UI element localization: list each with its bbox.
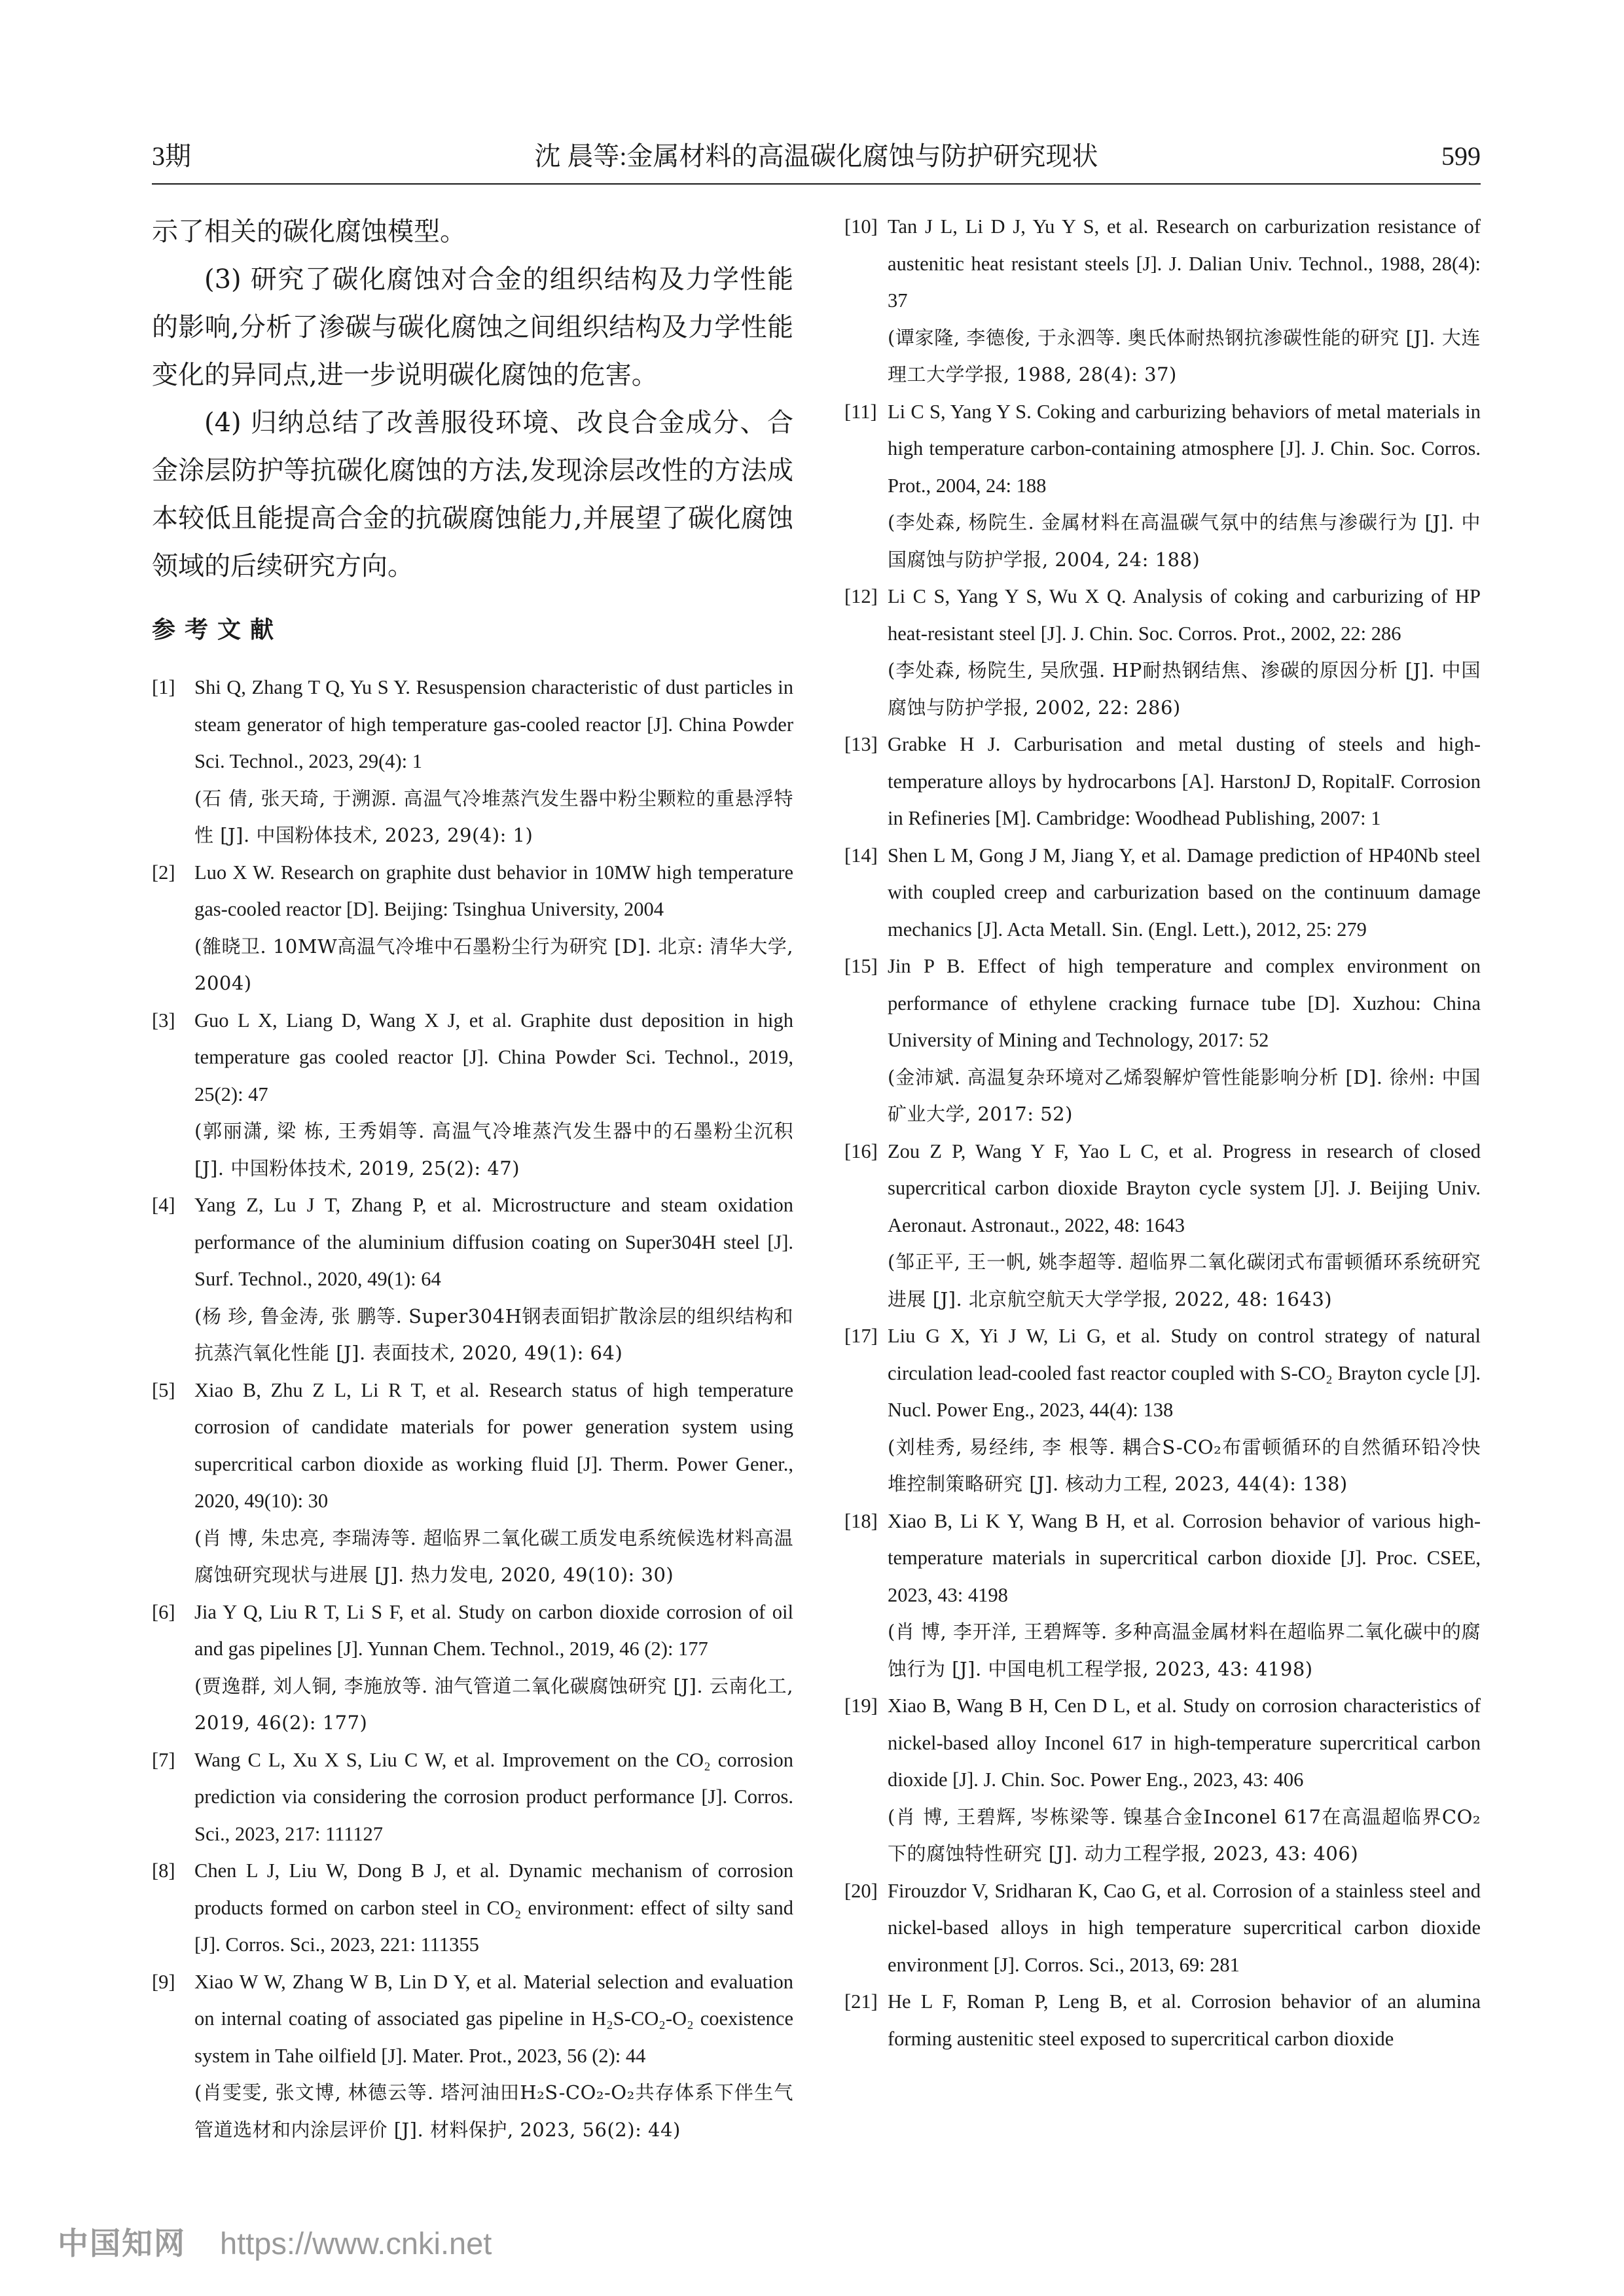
reference-number: [11] [844,400,877,423]
reference-text-en: He L F, Roman P, Leng B, et al. Corrosion behavior of an alumina forming austenitic steel exposed to supercritical carbon dioxide [888,1990,1481,2050]
reference-text-en: Xiao B, Zhu Z L, Li R T, et al. Research status of high temperature corrosion of candidate materials for power generation system using supercritical carbon dioxide as working fluid [J]. Therm. Power Gener., 2020, 49(10): 30 [194,1378,793,1512]
reference-number: [18] [844,1509,878,1532]
reference-text-cn: (肖 博, 朱忠亮, 李瑞涛等. 超临界二氧化碳工质发电系统候选材料高温腐蚀研究现状与进展 [J]. 热力发电, 2020, 49(10): 30) [194,1526,793,1586]
reference-number: [8] [152,1859,175,1882]
issue-number: 3期 [152,141,191,171]
reference-text-en: Xiao B, Li K Y, Wang B H, et al. Corrosion behavior of various high-temperature materials in supercritical carbon dioxide [J]. Proc. CSEE, 2023, 43: 4198 [888,1509,1481,1606]
reference-text-en: Liu G X, Yi J W, Li G, et al. Study on control strategy of natural circulation lead-cooled fast reactor coupled with S-CO₂ Brayton cycle [J]. Nucl. Power Eng., 2023, 44(4): 138 [888,1325,1481,1421]
reference-item [152,669,793,854]
reference-text-en: Jia Y Q, Liu R T, Li S F, et al. Study on carbon dioxide corrosion of oil and gas pipelines [J]. Yunnan Chem. Technol., 2019, 46 (2): 177 [194,1600,793,1660]
reference-item [844,948,1481,1133]
reference-item [844,393,1481,579]
reference-item [152,1002,793,1187]
reference-text-en: Xiao B, Wang B H, Cen D L, et al. Study on corrosion characteristics of nickel-based alloy Inconel 617 in high-temperature supercritical carbon dioxide [J]. J. Chin. Soc. Power Eng., 2023, 43: 406 [888,1695,1481,1791]
reference-text-cn: (谭家隆, 李德俊, 于永泗等. 奥氏体耐热钢抗渗碳性能的研究 [J]. 大连理工大学学报, 1988, 28(4): 37) [888,326,1481,386]
reference-number: [4] [152,1194,175,1216]
reference-item [844,1873,1481,1984]
reference-item [844,1687,1481,1873]
reference-item [152,1594,793,1742]
reference-item [844,1133,1481,1318]
reference-item [844,208,1481,393]
reference-text-cn: (肖 博, 王碧辉, 岑栋梁等. 镍基合金Inconel 617在高温超临界CO₂下的腐蚀特性研究 [J]. 动力工程学报, 2023, 43: 406) [888,1805,1481,1865]
reference-text-en: Xiao W W, Zhang W B, Lin D Y, et al. Material selection and evaluation on internal coating of associated gas pipeline in H₂S-CO₂-O₂ coexistence system in Tahe oilfield [J]. Mater. Prot., 2023, 56 (2): 44 [194,1970,793,2067]
reference-number: [16] [844,1139,878,1162]
reference-item [844,1983,1481,2057]
reference-text-cn: (雒晓卫. 10MW高温气冷堆中石墨粉尘行为研究 [D]. 北京: 清华大学, 2004) [194,935,793,994]
reference-text-en: Tan J L, Li D J, Yu Y S, et al. Research on carburization resistance of austenitic heat resistant steels [J]. J. Dalian Univ. Technol., 1988, 28(4): 37 [888,215,1481,312]
reference-text-en: Li C S, Yang Y S. Coking and carburizing behaviors of metal materials in high temperature carbon-containing atmosphere [J]. J. Chin. Soc. Corros. Prot., 2004, 24: 188 [888,400,1481,497]
reference-item [844,726,1481,837]
reference-number: [14] [844,844,878,867]
reference-text-cn: (李处森, 杨院生. 金属材料在高温碳气氛中的结焦与渗碳行为 [J]. 中国腐蚀与防护学报, 2004, 24: 188) [888,511,1481,571]
reference-number: [15] [844,955,878,977]
body-paragraph: (3) 研究了碳化腐蚀对合金的组织结构及力学性能的影响,分析了渗碳与碳化腐蚀之间组织结构及力学性能变化的异同点,进一步说明碳化腐蚀的危害。 [152,264,793,390]
reference-number: [6] [152,1600,175,1623]
reference-text-cn: (肖 博, 李开洋, 王碧辉等. 多种高温金属材料在超临界二氧化碳中的腐蚀行为 [J]. 中国电机工程学报, 2023, 43: 4198) [888,1621,1481,1680]
reference-text-en: Jin P B. Effect of high temperature and complex environment on performance of ethylene cracking furnace tube [D]. Xuzhou: China University of Mining and Technology, 2017: 52 [888,955,1481,1051]
reference-text-cn: (金沛斌. 高温复杂环境对乙烯裂解炉管性能影响分析 [D]. 徐州: 中国矿业大学, 2017: 52) [888,1066,1481,1125]
reference-number: [1] [152,676,175,698]
reference-text-cn: (郭丽潇, 梁 栋, 王秀娟等. 高温气冷堆蒸汽发生器中的石墨粉尘沉积 [J]. 中国粉体技术, 2019, 25(2): 47) [194,1120,793,1179]
reference-number: [19] [844,1695,878,1717]
cnki-logo: 中国知网 [58,2226,186,2261]
reference-text-en: Yang Z, Lu J T, Zhang P, et al. Microstructure and steam oxidation performance of the aluminium diffusion coating on Super304H steel [J]. Surf. Technol., 2020, 49(1): 64 [194,1194,793,1290]
reference-text-en: Wang C L, Xu X S, Liu C W, et al. Improvement on the CO₂ corrosion prediction via considering the corrosion product performance [J]. Corros. Sci., 2023, 217: 111127 [194,1748,793,1845]
reference-number: [12] [844,585,878,607]
cnki-url[interactable]: https://www.cnki.net [220,2226,492,2261]
left-column [152,208,793,2148]
reference-item [152,1852,793,1964]
reference-text-en: Grabke H J. Carburisation and metal dusting of steels and high-temperature alloys by hydrocarbons [A]. HarstonJ D, RopitalF. Corrosion in Refineries [M]. Cambridge: Woodhead Publishing, 2007: 1 [888,733,1481,829]
reference-number: [2] [152,861,175,884]
reference-text-cn: (李处森, 杨院生, 吴欣强. HP耐热钢结焦、渗碳的原因分析 [J]. 中国腐蚀与防护学报, 2002, 22: 286) [888,659,1481,719]
cnki-watermark [58,2224,492,2263]
right-column [844,208,1481,2057]
body-paragraph: 示了相关的碳化腐蚀模型。 [152,217,466,247]
references-heading: 参考文献 [152,616,283,643]
reference-text-cn: (石 倩, 张天琦, 于溯源. 高温气冷堆蒸汽发生器中粉尘颗粒的重悬浮特性 [J]. 中国粉体技术, 2023, 29(4): 1) [194,787,793,846]
reference-number: [17] [844,1325,878,1347]
reference-number: [20] [844,1879,878,1902]
running-header [152,136,1481,177]
reference-item [152,1742,793,1853]
reference-item [152,1372,793,1594]
body-paragraph: (4) 归纳总结了改善服役环境、改良合金成分、合金涂层防护等抗碳化腐蚀的方法,发现涂层改性的方法成本较低且能提高合金的抗碳腐蚀能力,并展望了碳化腐蚀领域的后续研究方向。 [152,408,793,581]
reference-text-en: Shen L M, Gong J M, Jiang Y, et al. Damage prediction of HP40Nb steel with coupled creep and carburization based on the continuum damage mechanics [J]. Acta Metall. Sin. (Engl. Lett.), 2012, 25: 279 [888,844,1481,941]
reference-number: [5] [152,1378,175,1401]
reference-number: [21] [844,1990,878,2013]
reference-text-en: Zou Z P, Wang Y F, Yao L C, et al. Progress in research of closed supercritical carbon dioxide Brayton cycle system [J]. J. Beijing Univ. Aeronaut. Astronaut., 2022, 48: 1643 [888,1139,1481,1236]
reference-text-cn: (杨 珍, 鲁金涛, 张 鹏等. Super304H钢表面铝扩散涂层的组织结构和抗蒸汽氧化性能 [J]. 表面技术, 2020, 49(1): 64) [194,1304,793,1364]
reference-text-en: Luo X W. Research on graphite dust behavior in 10MW high temperature gas-cooled reactor [D]. Beijing: Tsinghua University, 2004 [194,861,793,920]
reference-text-en: Chen L J, Liu W, Dong B J, et al. Dynamic mechanism of corrosion products formed on carbon steel in CO₂ environment: effect of silty sand [J]. Corros. Sci., 2023, 221: 111355 [194,1859,793,1956]
reference-number: [9] [152,1970,175,1993]
reference-text-en: Guo L X, Liang D, Wang X J, et al. Graphite dust deposition in high temperature gas cooled reactor [J]. China Powder Sci. Technol., 2019, 25(2): 47 [194,1009,793,1105]
reference-item [844,837,1481,948]
reference-number: [10] [844,215,878,238]
reference-item [152,1187,793,1372]
reference-number: [3] [152,1009,175,1031]
reference-text-en: Li C S, Yang Y S, Wu X Q. Analysis of coking and carburizing of HP heat-resistant steel [J]. J. Chin. Soc. Corros. Prot., 2002, 22: 286 [888,585,1481,645]
reference-item [844,578,1481,726]
reference-text-cn: (邹正平, 王一帆, 姚李超等. 超临界二氧化碳闭式布雷顿循环系统研究进展 [J]. 北京航空航天大学学报, 2022, 48: 1643) [888,1251,1481,1310]
reference-text-cn: (肖雯雯, 张文博, 林德云等. 塔河油田H₂S-CO₂-O₂共存体系下伴生气管道选材和内涂层评价 [J]. 材料保护, 2023, 56(2): 44) [194,2081,793,2141]
reference-item [844,1318,1481,1503]
reference-number: [13] [844,733,878,755]
reference-text-cn: (刘桂秀, 易经纬, 李 根等. 耦合S-CO₂布雷顿循环的自然循环铅冷快堆控制策略研究 [J]. 核动力工程, 2023, 44(4): 138) [888,1435,1481,1495]
reference-text-en: Shi Q, Zhang T Q, Yu S Y. Resuspension characteristic of dust particles in steam generator of high temperature gas-cooled reactor [J]. China Powder Sci. Technol., 2023, 29(4): 1 [194,676,793,772]
reference-item [844,1503,1481,1688]
header-divider [152,183,1481,185]
page-number: 599 [1441,141,1481,171]
reference-item [152,854,793,1002]
running-title: 沈 晨等:金属材料的高温碳化腐蚀与防护研究现状 [534,141,1098,171]
reference-text-en: Firouzdor V, Sridharan K, Cao G, et al. Corrosion of a stainless steel and nickel-based alloys in high temperature supercritical carbon dioxide environment [J]. Corros. Sci., 2013, 69: 281 [888,1879,1481,1976]
reference-text-cn: (贾逸群, 刘人铜, 李施放等. 油气管道二氧化碳腐蚀研究 [J]. 云南化工, 2019, 46(2): 177) [194,1674,793,1734]
reference-item [152,1964,793,2149]
reference-number: [7] [152,1748,175,1771]
